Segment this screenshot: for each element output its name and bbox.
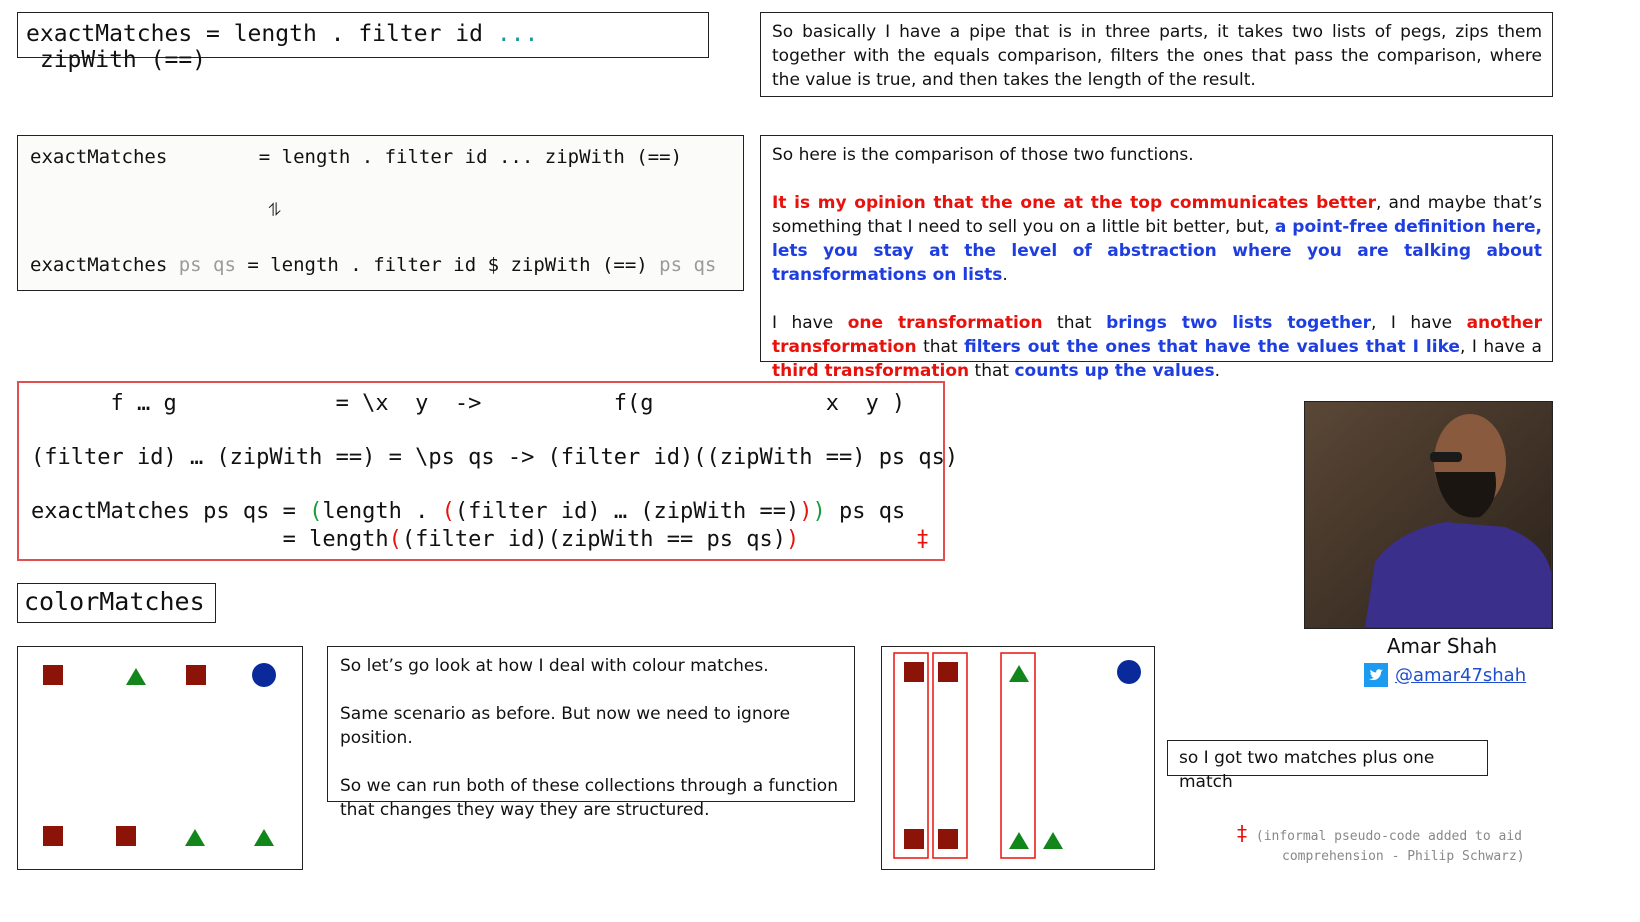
speaker-handle-row [1364,663,1526,687]
peg-red-square [116,826,136,846]
comparison-code-box [17,135,744,291]
pseudo-line-4 [31,527,799,552]
transformations-paragraph [772,311,1542,383]
peg-red-square [186,665,206,685]
match-note-text: so I got two matches plus one match [1179,748,1435,792]
footnote [1236,823,1540,867]
peg-green-triangle [126,668,146,685]
comparison-opinion [772,191,1542,287]
transformations-segment: third transformation [772,361,970,381]
top-code-name: exactMatches [26,21,193,47]
pseudo-line-3-r2: ) [799,499,813,524]
pseudo-line-4-a: = length [31,527,389,552]
comparison-line-2-name: exactMatches [30,254,179,276]
peg-blue-circle [252,663,276,687]
transformations-segment: that [1042,313,1107,333]
color-scenario: Same scenario as before. But now we need to ignore position. [340,704,791,748]
top-code-rest: zipWith (==) [26,47,207,73]
peg-red-square [938,662,958,682]
pseudo-line-4-b: (filter id)(zipWith == ps qs) [401,527,786,552]
top-code-eq: = length . filter id [192,21,497,47]
comparison-line-2-args-end: ps qs [659,254,717,276]
transformations-segment: , I have [1371,313,1467,333]
pseudo-line-3-b: length . [322,499,442,524]
pseudo-code-box [17,381,959,561]
comparison-line-1: exactMatches = length . filter id ... zipWith (==) [30,146,683,168]
transformations-segment: I have [772,313,848,333]
speaker-name: Amar Shah [1386,634,1498,658]
top-code-dots: ... [496,21,539,47]
description-color-box [327,646,855,820]
twitter-icon [1364,663,1388,687]
transformations-segment: one transformation [847,313,1043,333]
peg-green-triangle [1009,665,1029,682]
transformations-segment: that [916,337,965,357]
match-note-box [1167,740,1488,792]
transformations-segment: filters out the ones that have the values that I like [964,337,1460,357]
pseudo-line-1: f … g = \x y -> f(g x y ) [31,391,906,416]
pegs-box-grouped [881,646,1155,870]
footnote-line-2: comprehension - Philip Schwarz) [1282,849,1525,864]
footnote-line-1: (informal pseudo-code added to aid [1248,829,1522,844]
peg-green-triangle [185,829,205,846]
pegs-grouped-svg [882,647,1153,868]
color-function: So we can run both of these collections through a function that changes they way they are structured. [340,776,838,820]
pseudo-line-3-a: exactMatches ps qs = [31,499,310,524]
color-matches-label: colorMatches [24,587,205,616]
pseudo-line-3-r1: ( [441,499,455,524]
comparison-intro: So here is the comparison of those two functions. [772,145,1194,165]
pseudo-line-2: (filter id) … (zipWith ==) = \ps qs -> (filter id)((zipWith ==) ps qs) [31,445,959,470]
transformations-segment: counts up the values [1014,361,1215,381]
color-intro: So let’s go look at how I deal with colour matches. [340,656,769,676]
group-outline [894,653,928,858]
peg-blue-circle [1117,660,1141,684]
speaker-twitter-link[interactable]: @amar47shah [1395,664,1527,686]
pegs-box-unsorted [17,646,303,870]
transformations-segment: . [1214,361,1220,381]
opinion-blue: a point-free definition here, lets you stay at the level of abstraction where you are talking about transformations on lists [772,217,1542,285]
peg-red-square [43,665,63,685]
transformations-segment: that [969,361,1015,381]
transformations-segment: , I have a [1459,337,1542,357]
peg-red-square [904,662,924,682]
pegs-unsorted-svg [18,647,301,868]
peg-red-square [904,829,924,849]
peg-green-triangle [1009,832,1029,849]
pseudo-line-4-r2: ) [785,527,800,552]
transformations-segment: brings two lists together [1106,313,1371,333]
pseudo-line-3-d: ps qs [825,499,906,524]
peg-green-triangle [254,829,274,846]
pseudo-line-4-r1: ( [388,527,402,552]
description-comparison-box [760,135,1553,381]
pseudo-line-3 [31,499,905,524]
peg-red-square [43,826,63,846]
transformations-segment: another transformation [772,313,1542,357]
speaker-photo [1304,401,1553,629]
pseudo-code-mark: ‡ [916,527,930,552]
opinion-mid: , and maybe that’s something that I need to sell you on a little bit better, but, [772,193,1542,237]
group-outline [1001,653,1035,858]
comparison-line-2-body: = length . filter id $ zipWith (==) [235,254,660,276]
description-pipe-text: So basically I have a pipe that is in three parts, it takes two lists of pegs, zips them together with the equals comparison, filters the ones that pass the comparison, where the value is true, and then takes the length of the result. [772,22,1542,90]
comparison-line-2-args: ps qs [178,254,236,276]
footnote-mark: ‡ [1236,821,1249,845]
opinion-end: . [1002,265,1008,285]
pseudo-line-3-c: (filter id) … (zipWith ==) [454,499,800,524]
description-pipe-box [760,12,1553,97]
speaker-photo-svg [1305,402,1551,627]
equivalence-icon: ⥮ [268,200,282,221]
pseudo-line-3-g1: ( [309,499,323,524]
twitter-bird-svg [1364,663,1388,687]
opinion-red: It is my opinion that the one at the top communicates better [772,193,1376,213]
pseudo-line-3-g2: ) [812,499,826,524]
group-outline [933,653,967,858]
top-code-box [17,12,709,73]
peg-red-square [938,829,958,849]
peg-green-triangle [1043,832,1063,849]
comparison-line-2 [30,254,716,276]
color-matches-title [17,583,216,623]
